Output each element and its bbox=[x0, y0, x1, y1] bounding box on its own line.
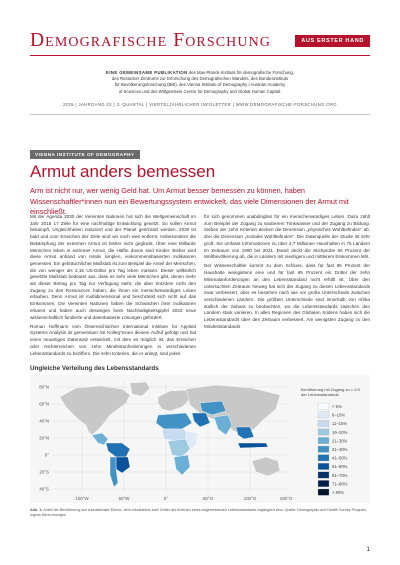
map-legend bbox=[301, 387, 361, 495]
legend-swatch bbox=[318, 489, 329, 495]
legend-label: 51–60% bbox=[332, 464, 348, 470]
legend-label: 6–10% bbox=[332, 412, 346, 418]
lat-label: 60°N bbox=[39, 401, 49, 407]
lon-label: 100°W bbox=[75, 496, 89, 501]
lat-label: 40°N bbox=[39, 418, 49, 424]
legend-title: Bevölkerung mit Zugang zu > 2/3 bbox=[301, 387, 360, 392]
body-column-left bbox=[30, 214, 196, 357]
body-paragraph: Der Wissenschaftler kommt zu dem Schluss, dass für fast 95 Prozent der Haushalte weingistens eine und für fast 65 Prozent ein Drittel der zehn Minimalanforderungen an den Lebensstandard nicht erfüllt ist. Über den untersuchten Zeitraum hinweg hat sich der Zugang zu diesen Lebensstandards zwar verbessert, aber es bestehen nach wie vor große Unterschiede zwischen verschiedenen Ländern. Die größten Unterschiede sind innerhalb von Afrika südlich der Sahara zu beobachten, wo die Lebensstandards zwischen den Ländern stark variieren. In allen Regionen des Globalen Südens haben sich die Lebensstandards über den Zeitraum verbessert. Am wenigsten Zugang zu den Mindeststandards bbox=[204, 263, 370, 329]
lon-label: 150°O bbox=[279, 496, 293, 501]
asia-shape bbox=[186, 385, 280, 435]
legend-swatch bbox=[318, 403, 329, 409]
caption-label: Abb. 1: bbox=[30, 508, 43, 512]
body-column-right bbox=[204, 214, 370, 357]
legend-swatch bbox=[318, 420, 329, 426]
article-body bbox=[30, 214, 370, 357]
brand-row bbox=[30, 30, 370, 52]
australia-shape bbox=[252, 457, 280, 476]
legend-swatch bbox=[318, 446, 329, 452]
lat-label: 20°N bbox=[39, 435, 49, 441]
article-lede: Arm ist nicht nur, wer wenig Geld hat. Um Armut besser bemessen zu können, haben Wissenschaftler*innen nun ein Bewertungssystem entwickelt, das viele Dimensionen der Armut mit einschließt. bbox=[30, 186, 349, 217]
lon-label: 50°W bbox=[118, 496, 130, 501]
section-label: VIENNA INSTITUTE OF DEMOGRAPHY bbox=[30, 150, 140, 159]
north-america-shape bbox=[60, 386, 130, 435]
tagline-badge: AUS ERSTER HAND bbox=[295, 35, 370, 47]
publication-title: Demografische Forschung bbox=[30, 30, 272, 51]
publisher-line-1: des Max-Planck-Instituts für demografische Forschung, bbox=[187, 70, 294, 75]
masthead-divider bbox=[30, 114, 370, 115]
legend-label: 21–30% bbox=[332, 438, 348, 444]
legend-swatch bbox=[318, 437, 329, 443]
legend-swatch bbox=[318, 463, 329, 469]
publisher-line-4: of Sciences und des Wittgenstein Centre for Demography and Global Human Capital. bbox=[118, 88, 282, 94]
figure-title: Ungleiche Verteilung des Lebensstandards bbox=[30, 365, 159, 372]
lon-label: 0° bbox=[163, 496, 169, 501]
body-paragraph: Roman Hoffmann vom Österreichischen International Institute for Applied Systems Analysis ist gemeinsam mit Kolleg*innen diesem Aufruf gefolgt und hat einen neuartigen Datensatz entwickelt, mit dem es möglich ist, das Erreichen oder Nichterreichen von zehn Mindestanforderungen in verschiedenen Lebensstandards zu beziffern. Die zehn Kriterien, die er anlegt, sind jedes bbox=[30, 323, 196, 356]
title-rule bbox=[30, 55, 370, 56]
publisher-line-3: für Bevölkerungsforschung (BiB), des Vienna Institute of Demography / Austrian Academy bbox=[114, 82, 286, 88]
region-south-asia bbox=[214, 415, 232, 435]
region-indonesia bbox=[238, 443, 268, 448]
page-number: 1 bbox=[366, 546, 370, 553]
lon-label: 50°O bbox=[202, 496, 214, 501]
legend-title: der Lebensstandards bbox=[301, 392, 339, 397]
body-paragraph: Mit der Agenda 2030 der Vereinten Nationen hat sich die Weltgemeinschaft im Jahr 2015 17 Ziele für eine nachhaltige Entwicklung gesetzt. So sollen Armut bekämpft, Ungleichheiten reduziert und der Planet geschützt werden. 2030 ist bald und vom Erreichen der Ziele sind wir noch weit entfernt. Insbesondere die Bekämpfung der extremen Armut ist bisher nicht geglückt. Über eine Milliarde Menschen leben in extremer Armut, die Hälfte davon sind Kinder. Bisher wird diese Armut anhand von relativ simplen, einkommensbasierten Indikatoren gemessen. Ein gebräuchlicher Maßstab ist zum Beispiel die Anteil der Menschen, die von weniger als 2,15 US-Dollar pro Tag leben müssen. Dieser willkürlich gesetzte Maßstab bedeutet aus, dass es sehr viele Menschen gibt, denen mehr als dieser Betrag pro Tag zur Verfügung steht, die aber trotzdem nicht den Zugang zu den Ressourcen haben, die ihnen ein menschenwürdiges Leben erlauben. Denn Armut ist multidimensional und beschränkt sich nicht auf das Einkommen. Die Vereinten Nationen haben die Schwächen ihrer Indikatoren erkannt und haben auch deswegen beim Nachhaltigkeitsgipfel 2023 neue wissenschaftlich fundierte und datenbasierte Lösungen gefordert. bbox=[30, 214, 196, 320]
issue-info: 2025 | JAHRGANG 22 | 3. QUARTAL | VIERTELJÄHRLICHER INFOLETTER | WWW.DEMOGRAFISCHE-FORSCHUNG.ORG bbox=[62, 101, 338, 107]
legend-label: 31–40% bbox=[332, 447, 348, 452]
legend-label: > 80% bbox=[332, 490, 344, 495]
publisher-statement bbox=[30, 70, 370, 95]
legend-swatch bbox=[318, 480, 329, 486]
world-map-figure bbox=[30, 375, 370, 503]
legend-label: 16–20% bbox=[332, 429, 348, 435]
figure-caption bbox=[30, 508, 370, 519]
legend-label: 71–80% bbox=[332, 481, 348, 487]
legend-label: 41–50% bbox=[332, 455, 348, 461]
lon-label: 100°O bbox=[243, 496, 257, 501]
region-south-america-east bbox=[116, 457, 130, 473]
publisher-lead: EINE GEMEINSAME PUBLIKATION bbox=[106, 70, 188, 75]
world-map bbox=[30, 375, 370, 503]
europe-shape bbox=[158, 390, 190, 411]
lat-label: 20°S bbox=[39, 469, 49, 475]
body-paragraph: für sich genommen unabdingbar für ein menschenwürdiges Leben. Dazu zählt zum Beispiel der Zugang zu sauberem Trinkwasser und der Zugang zu Bildung. Sieben der zehn Kriterien decken die Dimension „physisches Wohlbefinden“ ab, drei die Dimension „soziales Wohlbefinden“. Die Datenquelle der Studie ist sehr groß: Sie umfasst Informationen zu über 4,7 Millionen Haushalten in 75 Ländern im Zeitraum von 1990 bis 2021. Damit deckt die Stichprobe 66 Prozent der Weltbevölkerung ab, die in Ländern mit niedrigem und mittlerem Einkommen lebt. bbox=[204, 214, 370, 260]
caption-text: Anteil der Bevölkerung auf subnationaler Ebene, dem mindestens zwei Drittel der Kriterien eines angemessenen Lebensstandards zugänglich sind. Quelle: Demographic and Health Survey Program, eigene Berechnungen bbox=[30, 508, 367, 518]
article-headline: Armut anders bemessen bbox=[30, 162, 216, 181]
lat-label: 0° bbox=[44, 452, 49, 458]
greenland-shape bbox=[130, 382, 150, 396]
legend-label: 11–15% bbox=[332, 421, 348, 427]
lat-label: 80°N bbox=[39, 384, 49, 390]
region-central-america bbox=[92, 433, 108, 445]
legend-label: 61–70% bbox=[332, 472, 348, 478]
publisher-line-2: des Rostocker Zentrums zur Erforschung des Demografischen Wandels, des Bundesinstituts bbox=[111, 76, 289, 82]
legend-swatch bbox=[318, 429, 329, 435]
legend-swatch bbox=[318, 455, 329, 461]
legend-swatch bbox=[318, 472, 329, 478]
region-north-africa bbox=[156, 413, 192, 429]
region-central-africa bbox=[168, 439, 190, 457]
legend-label: < 5% bbox=[332, 404, 342, 409]
legend-swatch bbox=[318, 412, 329, 418]
lat-label: 40°S bbox=[39, 486, 49, 492]
masthead bbox=[30, 30, 370, 115]
